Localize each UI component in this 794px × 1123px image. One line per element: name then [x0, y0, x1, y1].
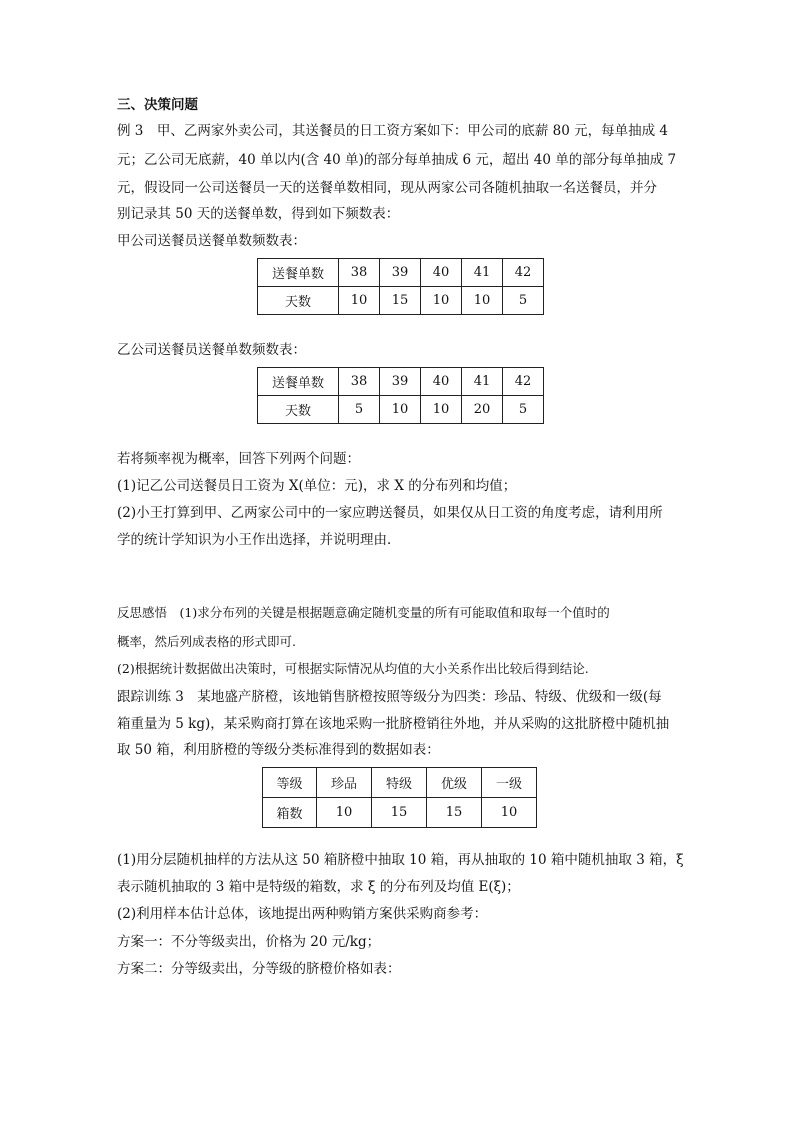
table-cell: 40 [421, 368, 462, 396]
table-row [258, 368, 544, 396]
example3-line-1: 例 3 甲、乙两家外卖公司，其送餐员的日工资方案如下：甲公司的底薪 80 元，每单抽成 4 [117, 123, 669, 139]
table-b-caption: 乙公司送餐员送餐单数频数表： [117, 342, 306, 358]
table-cell: 38 [339, 368, 380, 396]
table-cell: 15 [427, 798, 482, 828]
plan-two: 方案二：分等级卖出，分等级的脐橙价格如表： [117, 961, 401, 977]
table-cell: 15 [380, 287, 421, 315]
table-cell: 5 [503, 287, 544, 315]
table-cell: 箱数 [263, 798, 317, 828]
table-row [258, 259, 544, 287]
table-cell: 41 [462, 259, 503, 287]
plan-one: 方案一：不分等级卖出，价格为 20 元/kg； [117, 934, 381, 950]
training3-question-1-line-2: 表示随机抽取的 3 箱中是特级的箱数，求 ξ 的分布列及均值 E(ξ)； [117, 879, 520, 895]
table-cell: 10 [462, 287, 503, 315]
table-cell: 珍品 [317, 768, 372, 798]
table-cell: 10 [317, 798, 372, 828]
example3-line-4: 别记录其 50 天的送餐单数，得到如下频数表： [117, 206, 400, 222]
reflection-line-1: 反思感悟 (1)求分布列的关键是根据题意确定随机变量的所有可能取值和取每一个值时的 [117, 605, 610, 620]
table-cell: 10 [339, 287, 380, 315]
training3-line-2: 箱重量为 5 kg)，某采购商打算在该地采购一批脐橙销往外地，并从采购的这批脐橙中随机抽 [117, 716, 670, 732]
table-b [257, 367, 544, 424]
table-cell: 送餐单数 [258, 368, 339, 396]
example3-line-3: 元，假设同一公司送餐员一天的送餐单数相同，现从两家公司各随机抽取一名送餐员，并分 [117, 180, 657, 196]
table-cell: 20 [462, 396, 503, 424]
section-title: 三、决策问题 [117, 97, 198, 113]
training3-question-1-line-1: (1)用分层随机抽样的方法从这 50 箱脐橙中抽取 10 箱，再从抽取的 10 箱中随机抽取 3 箱，ξ [117, 852, 684, 868]
question-2-line-2: 学的统计学知识为小王作出选择，并说明理由． [117, 532, 401, 548]
question-2-line-1: (2)小王打算到甲、乙两家公司中的一家应聘送餐员，如果仅从日工资的角度考虑，请利用所 [117, 505, 663, 521]
table-cell: 优级 [427, 768, 482, 798]
training3-line-3: 取 50 箱，利用脐橙的等级分类标准得到的数据如表： [117, 742, 440, 758]
table-a-caption: 甲公司送餐员送餐单数频数表： [117, 233, 306, 249]
table-row [258, 396, 544, 424]
table-cell: 等级 [263, 768, 317, 798]
table-cell: 天数 [258, 287, 339, 315]
table-cell: 特级 [372, 768, 427, 798]
grade-table [262, 767, 537, 828]
table-cell: 40 [421, 259, 462, 287]
table-row [258, 287, 544, 315]
table-cell: 39 [380, 259, 421, 287]
reflection-line-3: (2)根据统计数据做出决策时，可根据实际情况从均值的大小关系作出比较后得到结论. [117, 661, 589, 676]
table-cell: 10 [380, 396, 421, 424]
table-cell: 10 [421, 287, 462, 315]
table-cell: 天数 [258, 396, 339, 424]
table-cell: 15 [372, 798, 427, 828]
question-1: (1)记乙公司送餐员日工资为 X(单位：元)，求 X 的分布列和均值； [117, 478, 517, 494]
table-cell: 38 [339, 259, 380, 287]
table-row [263, 798, 537, 828]
table-cell: 5 [503, 396, 544, 424]
table-cell: 42 [503, 368, 544, 396]
table-cell: 42 [503, 259, 544, 287]
table-row [263, 768, 537, 798]
question-intro: 若将频率视为概率，回答下列两个问题： [117, 451, 360, 467]
table-cell: 10 [421, 396, 462, 424]
table-cell: 10 [482, 798, 537, 828]
training3-line-1: 跟踪训练 3 某地盛产脐橙，该地销售脐橙按照等级分为四类：珍品、特级、优级和一级(每 [117, 689, 662, 705]
table-cell: 5 [339, 396, 380, 424]
table-cell: 39 [380, 368, 421, 396]
table-cell: 送餐单数 [258, 259, 339, 287]
table-cell: 41 [462, 368, 503, 396]
table-cell: 一级 [482, 768, 537, 798]
example3-line-2: 元；乙公司无底薪，40 单以内(含 40 单)的部分每单抽成 6 元，超出 40 单的部分每单抽成 7 [117, 152, 677, 168]
reflection-line-2: 概率，然后列成表格的形式即可. [117, 634, 296, 649]
table-a [257, 258, 544, 315]
training3-question-2: (2)利用样本估计总体，该地提出两种购销方案供采购商参考： [117, 906, 488, 922]
